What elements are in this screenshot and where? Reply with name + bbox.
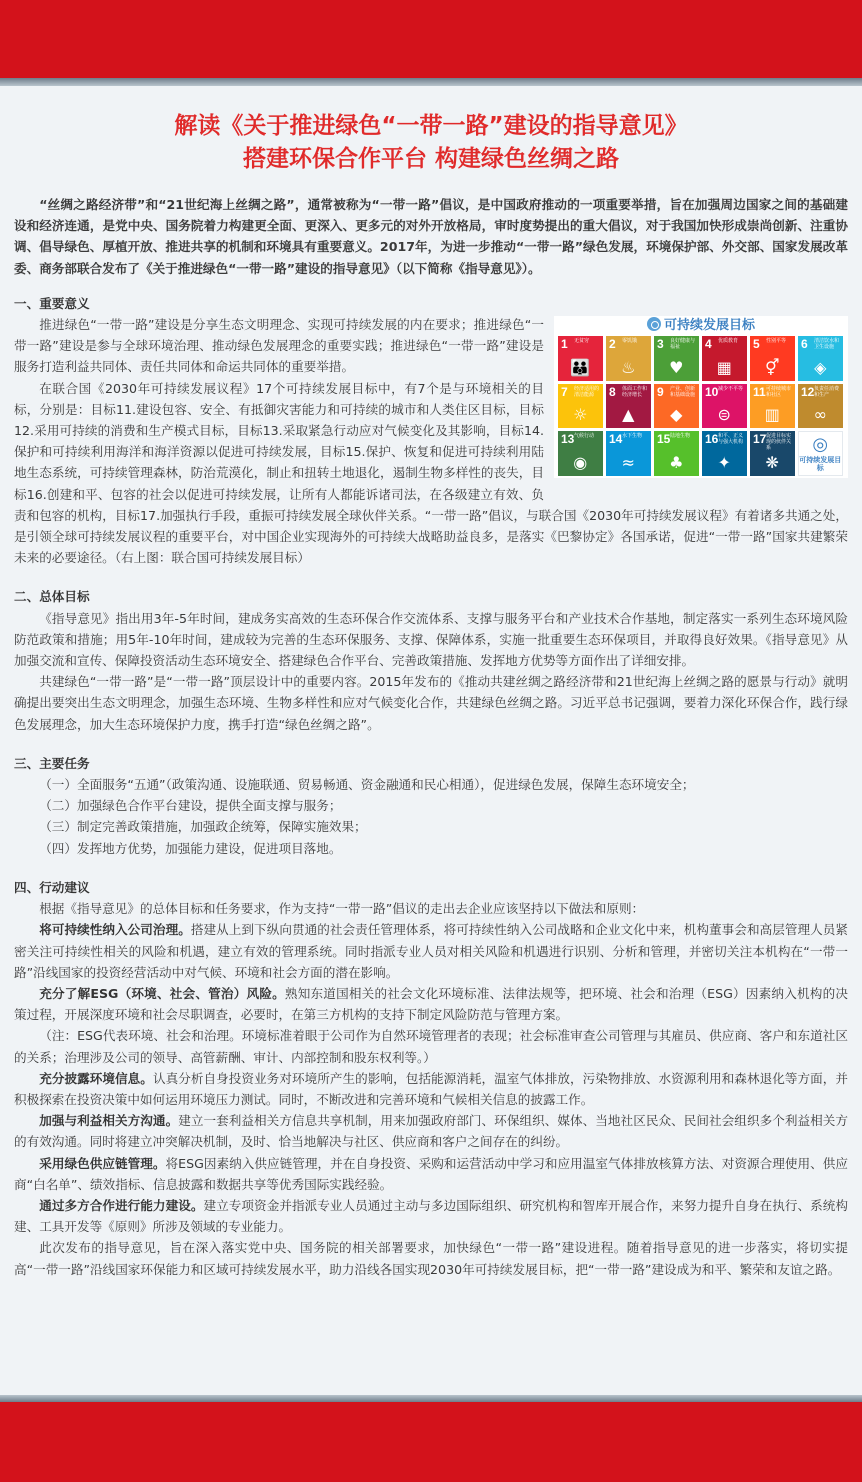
sdg-tile-number: 1 — [561, 337, 568, 352]
sdg-tile-14 — [606, 431, 651, 476]
sdg-tile-number: 12 — [801, 384, 815, 399]
sdg-goal-icon: ⊜ — [717, 405, 731, 425]
sdg-tile-number: 3 — [657, 337, 664, 352]
sdg-tile-number: 10 — [705, 384, 719, 399]
article-body — [14, 86, 848, 1395]
action-esg-risk-label: 充分了解ESG（环境、社会、管治）风险。 — [39, 985, 285, 1001]
action-stakeholders-label: 加强与利益相关方沟通。 — [39, 1113, 179, 1129]
sdg-goal-icon: ∞ — [813, 405, 827, 425]
sdg-goal-icon: ❋ — [765, 452, 779, 472]
action-capacity-building-label: 通过多方合作进行能力建设。 — [39, 1197, 204, 1213]
sdg-tile-10 — [702, 384, 747, 429]
bottom-band-shadow — [0, 1395, 862, 1402]
sdg-tile-number: 5 — [753, 337, 760, 352]
sdg-tile-number: 14 — [609, 432, 623, 447]
action-supply-chain-label: 采用绿色供应链管理。 — [39, 1155, 166, 1171]
sdg-goal-icon: 👪 — [570, 357, 591, 377]
sdg-tile-name: 清洁饮水和卫生设施 — [814, 338, 840, 351]
sdg-tile-name: 负责任消费和生产 — [814, 385, 840, 398]
sdg-tile-name: 陆地生物 — [670, 433, 691, 440]
sdg-tile-number: 9 — [657, 384, 664, 399]
lead-paragraph: “丝绸之路经济带”和“21世纪海上丝绸之路”，通常被称为“一带一路”倡议，是中国政府推动的一项重要举措，旨在加强周边国家之间的基础建设和经济连通，是党中央、国务院着力构建更全面、更深入、更多元的对外开放格局，审时度势提出的重大倡议，对于我国加快形成崇尚创新、注重协调、倡导绿色、厚植开放、推进共享的机制和环境具有重要意义。2017年，为进一步推动“一带一路”绿色发展，环境保护部、外交部、国家发展改革委、商务部联合发布了《关于推进绿色“一带一路”建设的指导意见》（以下简称《指导意见》）。 — [14, 197, 848, 276]
sdg-goal-icon: ⚥ — [765, 357, 780, 377]
closing-paragraph: 此次发布的指导意见，旨在深入落实党中央、国务院的相关部署要求，加快绿色“一带一路”建设进程。随着指导意见的进一步落实，将切实提高“一带一路”沿线国家环保能力和区域可持续发展水平，助力沿线各国实现2030年可持续发展目标，把“一带一路”建设成为和平、繁荣和友谊之路。 — [14, 1240, 848, 1277]
section-heading-action-suggestions: 四、行动建议 — [14, 879, 90, 895]
sdg-tile-15 — [654, 431, 699, 476]
sdg-tile-name: 体面工作和经济增长 — [622, 385, 648, 398]
sdg-goal-icon: ♥ — [669, 357, 684, 377]
sdg-tile-number: 13 — [561, 432, 575, 447]
action-supply-chain — [14, 1153, 848, 1195]
sdg-tile-name: 减少不平等 — [718, 385, 744, 392]
sdg-tile-name: 经济适用的清洁能源 — [574, 385, 600, 398]
task-item: （四）发挥地方优势，加强能力建设，促进项目落地。 — [39, 840, 342, 856]
sdg-tile-name: 产业、创新和基础设施 — [670, 385, 696, 398]
bottom-red-band — [0, 1402, 862, 1482]
title-line-1: 解读《关于推进绿色“一带一路”建设的指导意见》 — [174, 113, 688, 139]
sdg-figure-header — [554, 316, 848, 336]
section-heading-main-tasks: 三、主要任务 — [14, 755, 90, 771]
sdg-wheel-icon: ◎ — [812, 434, 829, 456]
sdg-tile-name: 促进目标实现的伙伴关系 — [766, 433, 792, 452]
action-governance-text: 搭建从上到下纵向贯通的社会责任管理体系，将可持续性纳入公司战略和企业文化中来，机构董事会和高层管理人员紧密关注可持续性相关的风险和机遇，建立有效的管理系统。同时指派专业人员对相关风险和机遇进行识别、分析和管理，并密切关注本机构在“一带一路”沿线国家的投资经营活动中对气候、环境和社会方面的潜在影响。 — [14, 922, 848, 980]
title-line-2: 搭建环保合作平台 构建绿色丝绸之路 — [242, 146, 619, 172]
sdg-tile-7 — [558, 384, 603, 429]
sdg-tile-number: 4 — [705, 337, 712, 352]
sdg-tile-11 — [750, 384, 795, 429]
sdg-tile-4 — [702, 336, 747, 381]
esg-note: （注：ESG代表环境、社会和治理。环境标准着眼于公司作为自然环境管理者的表现；社会标准审查公司管理与其雇员、供应商、客户和东道社区的关系；治理涉及公司的领导、高管薪酬、审计、内部控制和股东权利等。） — [14, 1028, 848, 1065]
sdg-goal-icon: ◈ — [814, 357, 827, 377]
significance-paragraph-2: 在联合国《2030年可持续发展议程》17个可持续发展目标中，有7个是与环境相关的目标，分别是：目标11.建设包容、安全、有抵御灾害能力和可持续的城市和人类住区目标，目标12.采用可持续的消费和生产模式目标，目标13.采取紧急行动应对气候变化及其影响，目标14.保护和可持续利用海洋和海洋资源以促进可持续发展，目标15.保护、恢复和促进可持续利用陆地生态系统，可持续管理森林，防治荒漠化，制止和扭转土地退化，遏制生物多样性的丧失，目标16.创建和平、包容的社会以促进可持续发展，让所有人都能诉诸司法，在各级建立有效、负责和包容的机构，目标17.加强执行手段，重振可持续发展全球伙伴关系。“一带一路”倡议，与联合国《2030年可持续发展议程》有着诸多共通之处，是引领全球可持续发展议程的重要平台，对中国企业实现海外的可持续大战略助益良多，是落实《巴黎协定》各国承诺，促进“一带一路”国家共建繁荣未来的必要途径。（右上图：联合国可持续发展目标） — [14, 380, 848, 566]
sdg-tile-2 — [606, 336, 651, 381]
action-esg-risk-text: 熟知东道国相关的社会文化环境标准、法律法规等，把环境、社会和治理（ESG）因素纳入机构的决策过程，开展深度环境和社会尽职调查，必要时，在第三方机构的支持下制定风险防范与管理方案。 — [14, 985, 848, 1023]
sdg-goal-icon: ☼ — [573, 405, 588, 425]
section-heading-overall-goals: 二、总体目标 — [14, 589, 90, 605]
task-item: （二）加强绿色合作平台建设，提供全面支撑与服务； — [39, 798, 342, 814]
sdg-tile-9 — [654, 384, 699, 429]
action-esg-risk — [14, 983, 848, 1025]
action-governance — [14, 919, 848, 983]
sdg-goal-icon: ♣ — [669, 452, 684, 472]
sdg-tile-1 — [558, 336, 603, 381]
sdg-tile-number: 6 — [801, 337, 808, 352]
sdg-logo-tile — [798, 431, 843, 476]
goals-paragraph-1: 《指导意见》指出用3年-5年时间，建成务实高效的生态环保合作交流体系、支撑与服务平台和产业技术合作基地，制定落实一系列生态环境风险防范政策和措施；用5年-10年时间，建成较为完善的生态环保服务、支撑、保障体系，实施一批重要生态环保项目，并取得良好效果。《指导意见》从加强交流和宣传、保障投资活动生态环境安全、搭建绿色合作平台、完善政策措施、发挥地方优势等方面作出了详细安排。 — [14, 610, 848, 669]
action-capacity-building-text: 建立专项资金并指派专业人员通过主动与多边国际组织、研究机构和智库开展合作，来努力提升自身在执行、系统构建、工具开发等《原则》所涉及领域的专业能力。 — [14, 1197, 848, 1235]
sdg-header-text: 可持续发展目标 — [663, 318, 755, 334]
action-disclosure-text: 认真分析自身投资业务对环境所产生的影响，包括能源消耗，温室气体排放，污染物排放、水资源利用和森林退化等方面，并积极探索在投资决策中如何运用环境压力测试。同时，不断改进和完善环境和气候相关信息的披露工作。 — [14, 1070, 848, 1107]
action-supply-chain-text: 将ESG因素纳入供应链管理，并在自身投资、采购和运营活动中学习和应用温室气体排放核算方法、对资源合理使用、供应商“白名单”、绩效指标、信息披露和数据共享等优秀国际实践经验。 — [14, 1155, 848, 1192]
sdg-tile-name: 可持续城市和社区 — [766, 385, 792, 398]
article-title — [14, 110, 848, 176]
sdg-tile-number: 11 — [753, 384, 766, 399]
goals-paragraph-2: 共建绿色“一带一路”是“一带一路”顶层设计中的重要内容。2015年发布的《推动共建丝绸之路经济带和21世纪海上丝绸之路的愿景与行动》就明确提出要突出生态文明理念，加强生态环境、生物多样性和应对气候变化合作，共建绿色丝绸之路。习近平总书记强调，要着力深化环保合作，践行绿色发展理念，加大生态环境保护力度，携手打造“绿色丝绸之路”。 — [14, 674, 848, 732]
sdg-tile-name: 和平、正义与强大机构 — [718, 433, 744, 446]
sdg-tile-3 — [654, 336, 699, 381]
action-governance-label: 将可持续性纳入公司治理。 — [39, 922, 191, 938]
sdg-goal-icon: ♨ — [621, 357, 636, 377]
sdg-tile-name: 零饥饿 — [622, 338, 638, 345]
sdg-tile-5 — [750, 336, 795, 381]
sdg-goal-icon: ▥ — [764, 405, 780, 425]
sdg-goal-icon: ◉ — [573, 452, 588, 472]
sdg-logo-text: 可持续发展目标 — [799, 455, 842, 472]
task-item: （一）全面服务“五通”（政策沟通、设施联通、贸易畅通、资金融通和民心相通），促进绿色发展，保障生态环境安全； — [39, 777, 695, 793]
sdg-goals-figure — [554, 316, 848, 478]
un-emblem-icon — [647, 317, 661, 331]
sdg-tile-name: 优质教育 — [718, 338, 739, 345]
sdg-goal-icon: ≈ — [621, 452, 635, 472]
sdg-goal-icon: ▦ — [716, 357, 732, 377]
top-band-shadow — [0, 78, 862, 86]
action-disclosure-label: 充分披露环境信息。 — [39, 1070, 153, 1086]
sdg-tile-12 — [798, 384, 843, 429]
action-disclosure — [14, 1068, 848, 1110]
sdg-tile-number: 8 — [609, 384, 616, 399]
sdg-goal-icon: ◆ — [670, 405, 683, 425]
sdg-tile-number: 2 — [609, 337, 616, 352]
sdg-tile-6 — [798, 336, 843, 381]
sdg-tile-16 — [702, 431, 747, 476]
top-red-band — [0, 0, 862, 78]
sdg-tile-name: 性别平等 — [766, 338, 787, 345]
sdg-tile-name: 良好健康与福祉 — [670, 338, 696, 351]
actions-intro: 根据《指导意见》的总体目标和任务要求，作为支持“一带一路”倡议的走出去企业应该坚持以下做法和原则： — [39, 901, 645, 917]
sdg-tile-name: 水下生物 — [622, 433, 643, 440]
action-stakeholders-text: 建立一套利益相关方信息共享机制，用来加强政府部门、环保组织、媒体、当地社区民众、民间社会组织多个利益相关方的有效沟通。同时将建立冲突解决机制，及时、恰当地解决与社区、供应商和客户之间存在的纠纷。 — [14, 1113, 848, 1150]
sdg-tile-number: 15 — [657, 432, 671, 447]
sdg-goal-icon: ▲ — [622, 405, 635, 425]
task-item: （三）制定完善政策措施，加强政企统筹，保障实施效果； — [39, 819, 367, 835]
section-heading-significance: 一、重要意义 — [14, 295, 90, 311]
action-stakeholders — [14, 1110, 848, 1152]
sdg-tile-grid — [558, 336, 844, 476]
sdg-tile-name: 气候行动 — [574, 433, 595, 440]
significance-paragraph-1: 推进绿色“一带一路”建设是分享生态文明理念、实现可持续发展的内在要求；推进绿色“一带一路”建设是参与全球环境治理、推动绿色发展理念的重要实践；推进绿色“一带一路”建设是服务打造利益共同体、责任共同体和命运共同体的重要举措。 — [14, 317, 544, 375]
action-capacity-building — [14, 1195, 848, 1237]
sdg-tile-13 — [558, 431, 603, 476]
sdg-tile-8 — [606, 384, 651, 429]
sdg-goal-icon: ✦ — [717, 452, 731, 472]
sdg-tile-number: 7 — [561, 384, 568, 399]
sdg-tile-number: 17 — [753, 432, 767, 447]
sdg-tile-number: 16 — [705, 432, 719, 447]
sdg-tile-name: 无贫穷 — [574, 338, 590, 345]
sdg-tile-17 — [750, 431, 795, 476]
